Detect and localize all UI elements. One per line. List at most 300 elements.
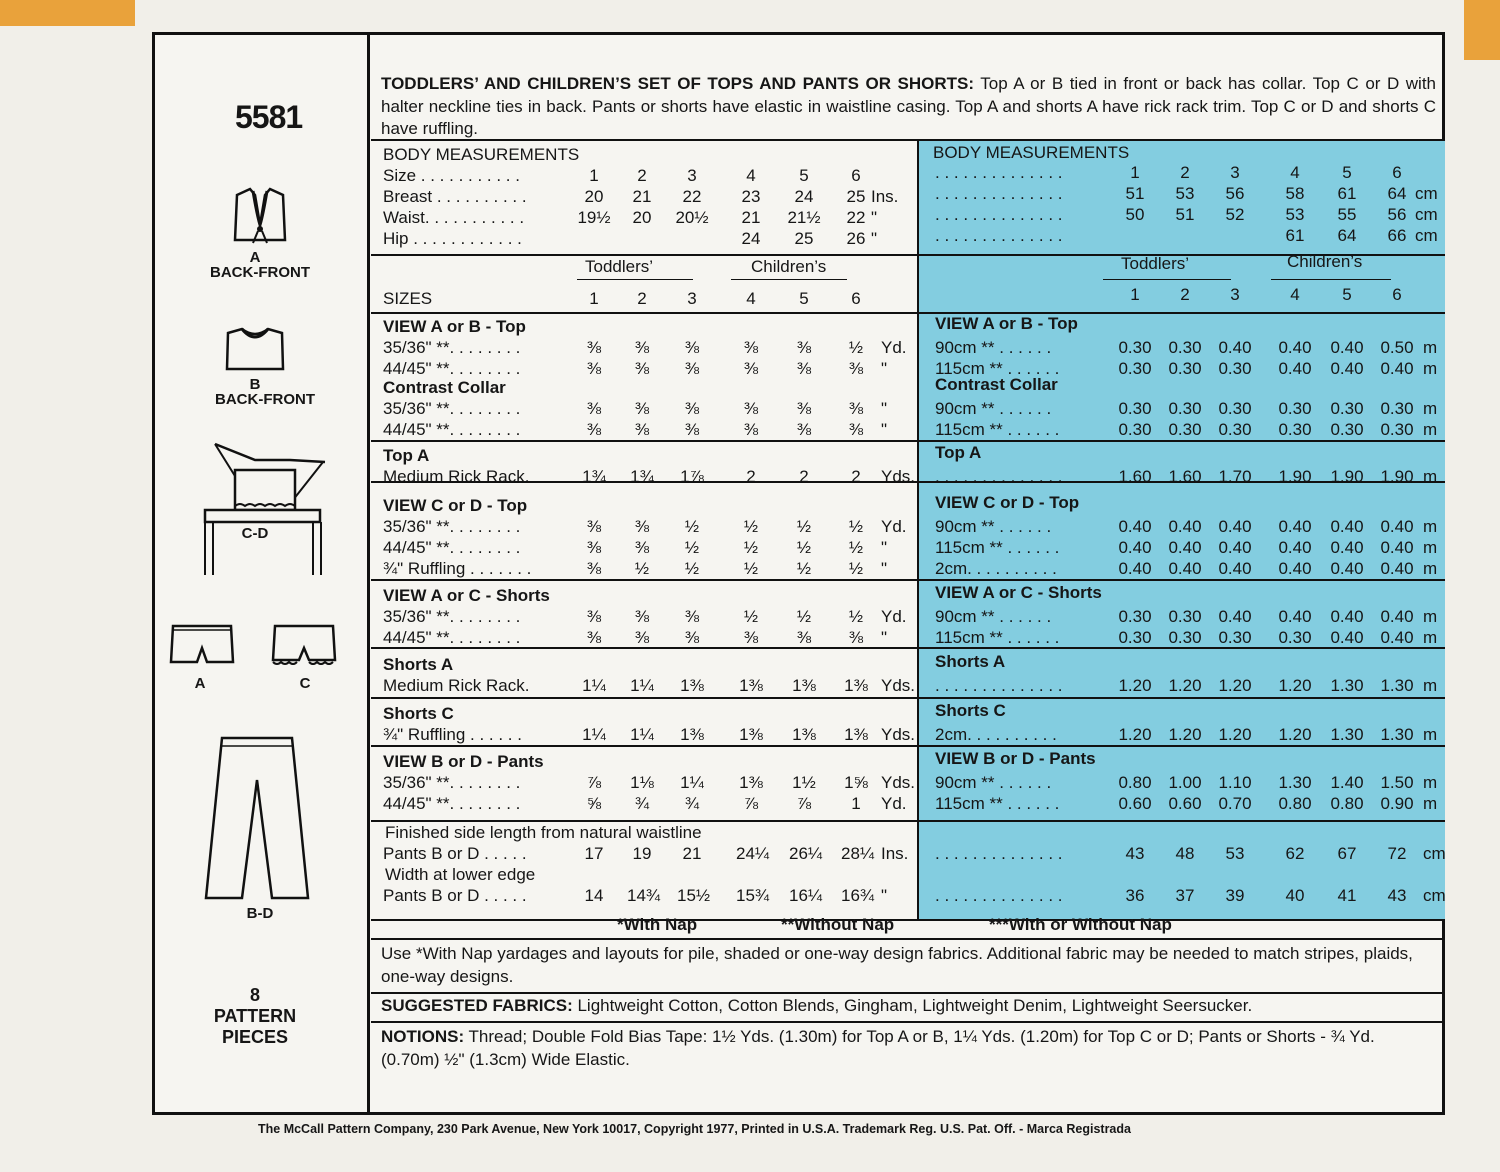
notions (381, 1025, 1436, 1071)
yardage-row-value-metric: 0.40 (1168, 517, 1202, 536)
yardage-row-label: Medium Rick Rack. (383, 467, 530, 486)
yardage-row-unit: Yds. (881, 676, 916, 695)
yardage-row-value-metric: 0.40 (1218, 517, 1252, 536)
yardage-row-value: ⅜ (586, 517, 602, 536)
size-number: 4 (746, 289, 756, 308)
description (381, 73, 1436, 141)
yardage-row-unit-metric: m (1423, 773, 1438, 792)
yardage-row-value: 1¼ (582, 725, 606, 744)
yardage-row-value: 1⅜ (739, 676, 763, 695)
yardage-row-unit: " (881, 359, 888, 378)
yardage-row-value: 1⅜ (739, 773, 763, 792)
divider (371, 745, 1445, 747)
yardage-row-value: ⅜ (848, 399, 864, 418)
body-row-dots: . . . . . . . . . . . . . . (935, 226, 1063, 245)
yardage-row-value-metric: 0.40 (1118, 559, 1152, 578)
size-number-metric: 5 (1342, 285, 1352, 304)
fabrics-label: SUGGESTED FABRICS: (381, 996, 573, 1015)
yardage-row-label-metric: 2cm. . . . . . . . . . (935, 725, 1057, 744)
yardage-row-value: ⅜ (796, 399, 812, 418)
view-b-caption: BACK-FRONT (215, 391, 315, 408)
yardage-row-unit-metric: m (1423, 359, 1438, 378)
yardage-row-value: ⅜ (586, 538, 602, 557)
pattern-pieces-label1: PATTERN (213, 1006, 297, 1026)
yardage-row-value: ⅜ (684, 420, 700, 439)
lower-edge-title: Width at lower edge (385, 865, 536, 884)
body-row-value-metric: 64 (1337, 226, 1357, 245)
shorts-c-illustration (267, 620, 341, 670)
yardage-row-value: ½ (743, 559, 759, 578)
section-title-metric: Shorts A (935, 652, 1006, 671)
yardage-row-unit-metric: m (1423, 538, 1438, 557)
description-text: Top A or B tied in front or back has collar. Top C or D with halter neckline ties in back. Pants or shorts have elastic in waistline casing. Top A and shorts A have rick rack trim. Top C or D and shorts C have ruffling. (381, 74, 1437, 138)
yardage-row-value: 2 (799, 467, 809, 486)
section-title: Shorts C (383, 704, 454, 723)
yardage-row-value: ½ (684, 559, 700, 578)
yardage-row-unit-metric: m (1423, 725, 1438, 744)
notions-label: NOTIONS: (381, 1027, 465, 1046)
heading-underline (1103, 279, 1231, 280)
yardage-row-value-metric: 1.20 (1278, 676, 1312, 695)
yardage-row-value-metric: 1.30 (1278, 773, 1312, 792)
section-title: VIEW C or D - Top (383, 496, 528, 515)
yardage-row-value: ⅜ (848, 628, 864, 647)
yardage-row-value-metric: 0.40 (1168, 559, 1202, 578)
section-title: VIEW A or C - Shorts (383, 586, 550, 605)
body-row-value: 26 (846, 229, 866, 248)
lower-edge-row-unit: " (881, 886, 888, 905)
yardage-row-label: 44/45" **. . . . . . . . (383, 359, 521, 378)
childrens-heading-metric: Children’s (1287, 252, 1363, 271)
yardage-row-label-metric: . . . . . . . . . . . . . . (935, 467, 1063, 486)
view-bd-caption: B-D (246, 905, 274, 922)
yardage-row-value-metric: 1.00 (1168, 773, 1202, 792)
yardage-row-value: ½ (796, 517, 812, 536)
yardage-row-value-metric: 1.70 (1218, 467, 1252, 486)
body-row-label: Waist. . . . . . . . . . . (383, 208, 525, 227)
yardage-row-value-metric: 0.40 (1330, 538, 1364, 557)
body-row-value: 6 (851, 166, 861, 185)
yardage-row-value: 1¾ (630, 467, 654, 486)
yardage-row-label: ¾" Ruffling . . . . . . . (383, 559, 532, 578)
yardage-row-value-metric: 1.30 (1380, 725, 1414, 744)
yardage-row-value-metric: 1.20 (1168, 725, 1202, 744)
yardage-row-value-metric: 0.40 (1118, 517, 1152, 536)
yardage-row-value: ⅞ (796, 794, 812, 813)
body-row-label: Size . . . . . . . . . . . (383, 166, 520, 185)
yardage-row-value-metric: 0.80 (1118, 773, 1152, 792)
yardage-row-value: ⅞ (586, 773, 602, 792)
size-number-metric: 2 (1180, 285, 1190, 304)
yardage-row-label: 35/36" **. . . . . . . . (383, 338, 521, 357)
view-a-caption: BACK-FRONT (210, 264, 310, 281)
yardage-row-value: ⅜ (586, 359, 602, 378)
yardage-row-value: ⅜ (848, 420, 864, 439)
body-row-value: 21 (632, 187, 652, 206)
finished-length-row-value-metric: 43 (1125, 844, 1145, 863)
yardage-row-unit-metric: m (1423, 517, 1438, 536)
body-row-value: 5 (799, 166, 809, 185)
yardage-row-value: 2 (746, 467, 756, 486)
yardage-row-label: 44/45" **. . . . . . . . (383, 794, 521, 813)
finished-length-row-unit: Ins. (881, 844, 909, 863)
lower-edge-row-value: 14 (584, 886, 604, 905)
body-row-value-metric: 53 (1285, 205, 1305, 224)
yardage-row-value-metric: 0.40 (1278, 338, 1312, 357)
section-title-metric: VIEW A or C - Shorts (935, 583, 1102, 602)
yardage-row-value-metric: 0.30 (1118, 628, 1152, 647)
yardage-row-value: ⅜ (796, 338, 812, 357)
lower-edge-row-value-metric: 40 (1285, 886, 1305, 905)
yardage-row-value: ¾ (684, 794, 700, 813)
yardage-row-value: ⅜ (586, 338, 602, 357)
suggested-fabrics (381, 994, 1436, 1017)
finished-length-row-value: 21 (682, 844, 702, 863)
yardage-row-value-metric: 0.30 (1278, 420, 1312, 439)
yardage-row-value-metric: 0.40 (1330, 607, 1364, 626)
section-title: Top A (383, 446, 430, 465)
yardage-row-value-metric: 0.30 (1168, 399, 1202, 418)
toddlers-heading: Toddlers’ (585, 257, 654, 276)
yardage-row-value-metric: 0.40 (1330, 359, 1364, 378)
yardage-row-unit: Yd. (881, 794, 907, 813)
yardage-row-value-metric: 1.90 (1380, 467, 1414, 486)
size-number: 6 (851, 289, 861, 308)
pattern-number: 5581 (235, 99, 303, 135)
body-row-dots: . . . . . . . . . . . . . . (935, 184, 1063, 203)
yardage-row-value-metric: 0.30 (1118, 607, 1152, 626)
yardage-row-unit: Yd. (881, 607, 907, 626)
yardage-row-label-metric: 115cm ** . . . . . . (935, 538, 1060, 557)
yardage-row-value-metric: 0.80 (1330, 794, 1364, 813)
yardage-row-value: ⅜ (796, 359, 812, 378)
body-row-unit-metric: cm (1415, 205, 1438, 224)
yardage-row-value: 1¼ (630, 676, 654, 695)
size-number-metric: 6 (1392, 285, 1402, 304)
yardage-row-value-metric: 0.30 (1118, 359, 1152, 378)
body-row-value-metric: 51 (1125, 184, 1145, 203)
yardage-row-value: 1¼ (630, 725, 654, 744)
lower-edge-row-value-metric: 39 (1225, 886, 1245, 905)
yardage-row-value-metric: 1.60 (1168, 467, 1202, 486)
yardage-row-value: ½ (743, 517, 759, 536)
size-number: 1 (589, 289, 599, 308)
yardage-row-value: ½ (743, 607, 759, 626)
yardage-row-label: 35/36" **. . . . . . . . (383, 399, 521, 418)
yardage-row-value-metric: 0.30 (1168, 607, 1202, 626)
body-row-value-metric: 50 (1125, 205, 1145, 224)
yardage-row-value-metric: 0.40 (1380, 517, 1414, 536)
yardage-row-label: ¾" Ruffling . . . . . . (383, 725, 522, 744)
finished-length-row-value: 17 (584, 844, 604, 863)
yardage-row-value: ⅜ (634, 399, 650, 418)
yardage-row-value: ⅜ (743, 338, 759, 357)
yardage-row-value: ½ (684, 538, 700, 557)
fabrics-text: Lightweight Cotton, Cotton Blends, Gingham, Lightweight Denim, Lightweight Seersucker. (572, 996, 1253, 1015)
yardage-row-value-metric: 1.30 (1330, 676, 1364, 695)
use-note: Use *With Nap yardages and layouts for pile, shaded or one-way design fabrics. Additional fabric may be needed to match stripes, plaids, one-way designs. (381, 944, 1413, 986)
divider (371, 1021, 1445, 1023)
yardage-row-value: ⅜ (848, 359, 864, 378)
divider (371, 919, 1445, 921)
description-title: TODDLERS’ AND CHILDREN’S SET OF TOPS AND PANTS OR SHORTS: (381, 74, 975, 93)
body-row-value-metric: 58 (1285, 184, 1305, 203)
shorts-a-illustration (167, 620, 237, 668)
yardage-row-value-metric: 0.40 (1218, 607, 1252, 626)
yardage-row-value-metric: 1.20 (1218, 676, 1252, 695)
yardage-row-value-metric: 0.30 (1218, 628, 1252, 647)
yardage-row-value-metric: 0.50 (1380, 338, 1414, 357)
yardage-row-unit: Yd. (881, 338, 907, 357)
yardage-row-value: 1⅜ (739, 725, 763, 744)
yardage-row-value: ⅜ (684, 628, 700, 647)
lower-edge-row-label: Pants B or D . . . . . (383, 886, 527, 905)
lower-edge-row-value: 16¾ (841, 886, 875, 905)
body-row-value-metric: 2 (1180, 163, 1190, 182)
yardage-row-label-metric: 90cm ** . . . . . . (935, 338, 1052, 357)
heading-underline (1271, 279, 1391, 280)
body-row-value-metric: 3 (1230, 163, 1240, 182)
yardage-row-value-metric: 0.40 (1380, 538, 1414, 557)
body-row-value: 19½ (577, 208, 611, 227)
divider (371, 820, 1445, 822)
toddlers-heading-metric: Toddlers’ (1121, 254, 1190, 273)
yardage-row-value: ⅜ (634, 538, 650, 557)
yardage-row-value-metric: 0.30 (1218, 420, 1252, 439)
yardage-row-value: ⅜ (586, 607, 602, 626)
yardage-row-unit: " (881, 538, 888, 557)
yardage-row-value: ⅞ (743, 794, 759, 813)
body-row-value: 24 (794, 187, 814, 206)
yardage-row-value: 1⅜ (792, 676, 816, 695)
shorts-c-letter: C (299, 675, 311, 692)
yardage-row-value: ⅜ (796, 420, 812, 439)
yardage-row-value-metric: 0.30 (1218, 359, 1252, 378)
yardage-row-value-metric: 0.40 (1278, 359, 1312, 378)
yardage-row-value-metric: 1.30 (1380, 676, 1414, 695)
yardage-row-value: ⅜ (634, 517, 650, 536)
top-a-illustration (225, 185, 295, 250)
yardage-row-value: ½ (796, 538, 812, 557)
yardage-row-value: ½ (848, 538, 864, 557)
yardage-row-value-metric: 0.30 (1330, 420, 1364, 439)
yardage-row-value-metric: 0.60 (1118, 794, 1152, 813)
finished-length-row-unit-metric: cm (1423, 844, 1446, 863)
yardage-row-value: ⅜ (684, 607, 700, 626)
yardage-row-unit: " (881, 399, 888, 418)
size-number: 2 (637, 289, 647, 308)
yardage-row-unit-metric: m (1423, 676, 1438, 695)
yardage-row-label: Medium Rick Rack. (383, 676, 530, 695)
size-number: 3 (687, 289, 697, 308)
section-title-metric: Top A (935, 443, 982, 462)
yardage-row-value: ⅜ (684, 399, 700, 418)
divider (371, 647, 1445, 649)
finished-length-row-value: 19 (632, 844, 652, 863)
body-row-value-metric: 5 (1342, 163, 1352, 182)
yardage-row-value: 1⅜ (844, 676, 868, 695)
finished-length-row-label: Pants B or D . . . . . (383, 844, 527, 863)
yardage-row-value: ⅜ (743, 359, 759, 378)
view-cd-caption: C-D (241, 525, 269, 542)
yardage-row-unit: Yds. (881, 467, 916, 486)
lower-edge-row-value: 15½ (677, 886, 711, 905)
yardage-row-value: ⅜ (743, 628, 759, 647)
body-row-unit: Ins. (871, 187, 899, 206)
yardage-row-value-metric: 0.40 (1218, 338, 1252, 357)
nap-without: **Without Nap (781, 915, 895, 934)
yardage-row-unit-metric: m (1423, 607, 1438, 626)
body-row-unit: " (871, 229, 878, 248)
nap-either: ***With or Without Nap (989, 915, 1172, 934)
body-row-dots: . . . . . . . . . . . . . . (935, 163, 1063, 182)
yardage-row-value-metric: 0.40 (1278, 559, 1312, 578)
yardage-row-value: ⅜ (684, 359, 700, 378)
body-measurements-title-metric: BODY MEASUREMENTS (933, 143, 1130, 162)
yardage-row-label-metric: 2cm. . . . . . . . . . (935, 559, 1057, 578)
yardage-row-value-metric: 0.30 (1380, 420, 1414, 439)
yardage-row-value-metric: 0.80 (1278, 794, 1312, 813)
yardage-row-value: ⅜ (634, 359, 650, 378)
body-row-dots: . . . . . . . . . . . . . . (935, 205, 1063, 224)
body-row-value: 20 (584, 187, 604, 206)
divider (371, 579, 1445, 581)
tape-corner (0, 0, 135, 26)
section-title-metric: VIEW C or D - Top (935, 493, 1080, 512)
divider (371, 481, 1445, 483)
yardage-row-value-metric: 0.40 (1330, 559, 1364, 578)
section-title: Shorts A (383, 655, 454, 674)
finished-length-title: Finished side length from natural waistline (385, 823, 702, 842)
finished-length-row-value-metric: 62 (1285, 844, 1305, 863)
yardage-row-value-metric: 1.20 (1118, 676, 1152, 695)
lower-edge-row-label-metric: . . . . . . . . . . . . . . (935, 886, 1063, 905)
yardage-row-unit-metric: m (1423, 338, 1438, 357)
yardage-row-label-metric: . . . . . . . . . . . . . . (935, 676, 1063, 695)
body-row-value: 20½ (675, 208, 709, 227)
pattern-pieces-label2: PIECES (221, 1027, 289, 1047)
yardage-row-value: 1⅞ (680, 467, 704, 486)
yardage-row-label: 35/36" **. . . . . . . . (383, 773, 521, 792)
yardage-row-value: 1⅜ (680, 725, 704, 744)
yardage-row-unit-metric: m (1423, 559, 1438, 578)
publisher-footer: The McCall Pattern Company, 230 Park Avenue, New York 10017, Copyright 1977, Printed in U.S.A. Trademark Reg. U.S. Pat. Off. - Marca Registrada (258, 1122, 1131, 1136)
yardage-row-value: ⅜ (634, 607, 650, 626)
yardage-row-value-metric: 0.30 (1168, 420, 1202, 439)
yardage-row-value-metric: 0.30 (1118, 399, 1152, 418)
heading-underline (577, 279, 693, 280)
yardage-row-value: ½ (796, 607, 812, 626)
finished-length-row-value-metric: 53 (1225, 844, 1245, 863)
body-row-label: Hip . . . . . . . . . . . . (383, 229, 522, 248)
view-b-letter: B (249, 376, 261, 393)
body-row-value: 25 (846, 187, 866, 206)
yardage-row-value-metric: 1.30 (1330, 725, 1364, 744)
yardage-row-label-metric: 90cm ** . . . . . . (935, 607, 1052, 626)
yardage-row-label-metric: 115cm ** . . . . . . (935, 359, 1060, 378)
yardage-row-value-metric: 0.40 (1380, 607, 1414, 626)
yardage-row-value: 1½ (792, 773, 816, 792)
yardage-row-label: 44/45" **. . . . . . . . (383, 628, 521, 647)
nap-with: *With Nap (617, 915, 698, 934)
lower-edge-row-value: 16¼ (789, 886, 823, 905)
section-title: Contrast Collar (383, 378, 506, 397)
yardage-row-value-metric: 0.60 (1168, 794, 1202, 813)
yardage-row-value: ⅜ (586, 628, 602, 647)
yardage-row-value: 2 (851, 467, 861, 486)
divider (371, 440, 1445, 442)
finished-length-row-value: 24¼ (736, 844, 770, 863)
size-number-metric: 1 (1130, 285, 1140, 304)
body-row-value-metric: 6 (1392, 163, 1402, 182)
divider (371, 697, 1445, 699)
yardage-row-value: 1⅜ (680, 676, 704, 695)
body-row-value-metric: 53 (1175, 184, 1195, 203)
body-row-value-metric: 4 (1290, 163, 1300, 182)
yardage-row-value: ⅝ (586, 794, 602, 813)
body-row-value: 3 (687, 166, 697, 185)
pattern-pieces-count: 8 (249, 985, 260, 1005)
yardage-row-value: ⅜ (634, 628, 650, 647)
yardage-row-value: ⅜ (586, 559, 602, 578)
section-title-metric: VIEW B or D - Pants (935, 749, 1096, 768)
yardage-row-value-metric: 0.30 (1278, 628, 1312, 647)
finished-length-row-value: 28¼ (841, 844, 875, 863)
yardage-row-value-metric: 0.90 (1380, 794, 1414, 813)
yardage-row-unit: Yds. (881, 725, 916, 744)
body-row-value-metric: 66 (1387, 226, 1407, 245)
yardage-row-value-metric: 0.30 (1218, 399, 1252, 418)
body-row-value: 21½ (787, 208, 821, 227)
finished-length-row-value: 26¼ (789, 844, 823, 863)
pants-bd-illustration (200, 730, 315, 905)
yardage-row-value-metric: 0.40 (1168, 538, 1202, 557)
yardage-row-value-metric: 0.40 (1118, 538, 1152, 557)
top-cd-illustration (195, 440, 330, 580)
yardage-row-value: ½ (848, 517, 864, 536)
yardage-row-value: 1⅛ (630, 773, 654, 792)
yardage-row-value: ½ (848, 607, 864, 626)
yardage-row-value-metric: 0.40 (1380, 628, 1414, 647)
yardage-row-value: 1 (851, 794, 861, 813)
body-row-value: 4 (746, 166, 756, 185)
yardage-row-label-metric: 115cm ** . . . . . . (935, 420, 1060, 439)
size-number-metric: 4 (1290, 285, 1300, 304)
divider (371, 254, 1445, 256)
yardage-row-unit: " (881, 628, 888, 647)
body-row-value-metric: 1 (1130, 163, 1140, 182)
childrens-heading: Children’s (751, 257, 827, 276)
yardage-row-value-metric: 0.30 (1278, 399, 1312, 418)
yardage-row-value-metric: 1.20 (1118, 725, 1152, 744)
yardage-row-unit-metric: m (1423, 467, 1438, 486)
yardage-row-value: ½ (796, 559, 812, 578)
yardage-row-unit-metric: m (1423, 628, 1438, 647)
lower-edge-row-value-metric: 41 (1337, 886, 1357, 905)
body-row-value-metric: 61 (1337, 184, 1357, 203)
tape-corner-right (1464, 0, 1500, 60)
yardage-row-value: 1⅝ (844, 773, 868, 792)
finished-length-row-value-metric: 48 (1175, 844, 1195, 863)
divider (371, 312, 1445, 314)
yardage-row-value: ½ (684, 517, 700, 536)
yardage-row-value: ½ (743, 538, 759, 557)
lower-edge-row-value-metric: 43 (1387, 886, 1407, 905)
yardage-row-value: ¾ (634, 794, 650, 813)
body-row-value-metric: 64 (1387, 184, 1407, 203)
yardage-row-unit-metric: m (1423, 794, 1438, 813)
yardage-row-label-metric: 90cm ** . . . . . . (935, 517, 1052, 536)
